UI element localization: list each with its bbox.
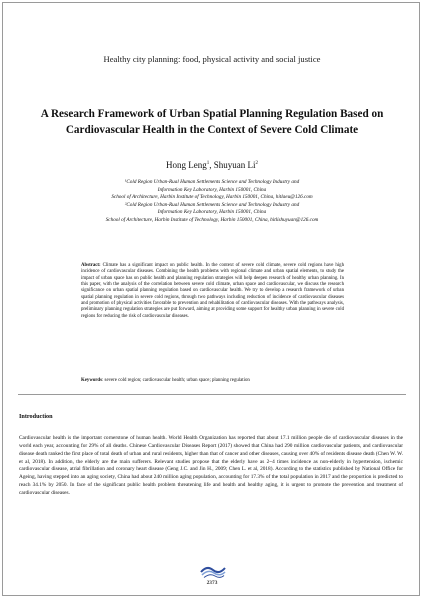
publisher-logo: [200, 561, 226, 579]
affiliation-line: ²Cold Region Urban-Rual Human Settlements Science and Technology Industry and: [124, 201, 300, 208]
affiliation-line: Information Key Laboratory, Harbin 150001, China: [157, 209, 267, 216]
author-name: Shuyuan Li: [213, 160, 256, 170]
author-line: [0, 160, 424, 170]
affiliation-line: School of Architecture, Harbin Institute of Technology, Harbin 150001, China, hitlishuyuan@126.com: [105, 216, 319, 223]
author-name: Hong Leng: [166, 160, 207, 170]
author-separator: ,: [209, 160, 214, 170]
author-affiliation-mark: 1: [206, 161, 210, 166]
keywords-text: : severe cold region; cardiovascular health; urban space; planning regulation: [102, 378, 250, 383]
abstract: [81, 263, 344, 320]
conference-track-title: Healthy city planning: food, physical activity and social justice: [103, 54, 321, 64]
affiliations-block: [30, 179, 394, 225]
section-heading-introduction: Introduction: [19, 413, 53, 420]
affiliation-line: Information Key Laboratory, Harbin 150001, China: [157, 186, 267, 193]
keywords-label: Keywords: [81, 378, 102, 383]
introduction-paragraph: Cardiovascular health is the important cornerstone of human health. World Health Organization has reported that about 17.1 million people die of cardiovascular diseases in the world each year, accounting for 29% of all deaths. Chinese Cardiovascular Diseases Report (2017) showed that China had 290 million cardiovascular patients, and cardiovascular disease death ranked the first place of total death of urban and rural residents, higher than that of cancer and other diseases, causing over 40% of residents disease death (Chen W. W. et al, 2018). In addition, the elderly are the main sufferers. Relevant studies propose that the elderly have as 2~4 times incidence as non-elderly in hypertension, ischemic cardiovascular disease, atrial fibrillation and coronary heart disease (Geng J.C. and Jin H., 2009; Chen L. et al, 2018). According to the statistics published by National Office for Ageing, having stepped into an aging society, China had about 240 million aging population, accounting for 17.3% of the total population in 2017 and the proportion is predicted to reach 34.1% by 2050. In face of the significant public health problem threatening life and health and healthy aging, it is urgent to promote the prevention and treatment of cardiovascular diseases.: [19, 435, 403, 496]
abstract-label: Abstract:: [81, 263, 101, 268]
affiliation-line: ¹Cold Region Urban-Rual Human Settlements Science and Technology Industry and: [124, 179, 300, 185]
author-affiliation-mark: 2: [255, 161, 258, 166]
page-number: 2373: [206, 580, 218, 586]
abstract-text: Climate has a significant impact on public health. In the context of severe cold climate, severe cold regions have high incidence of cardiovascular diseases. Combining the health problems with regional climate and urban spatial elements, to study the impact of urban space has on public health and planning regulation strategies will help deepen research of healthy urban planning. In this paper, with the analysis of the correlation between severe cold climate, urban space and cardiovascular, we discuss the research significance on urban spatial planning regulation based on cardiovascular health. We try to develop a research framework of urban spatial planning regulation in severe cold regions, through two pathways including reduction of incidence of cardiovascular diseases and promotion of physical activities favorable to prevention and rehabilitation of cardiovascular diseases. With the pathways analysis, preliminary planning regulation strategies are put forward, aiming at providing some support for healthy urban planning in severe cold regions for reducing the risk of cardiovascular diseases.: [81, 263, 344, 319]
section-divider: [18, 394, 406, 395]
keywords: [81, 378, 344, 385]
affiliation-line: School of Architecture, Harbin Institute of Technology, Harbin 150001, China, hitlaeu@126.com: [111, 194, 313, 201]
paper-title: A Research Framework of Urban Spatial Planning Regulation Based on Cardiovascular Health in the Context of Severe Cold Climate: [40, 108, 384, 136]
